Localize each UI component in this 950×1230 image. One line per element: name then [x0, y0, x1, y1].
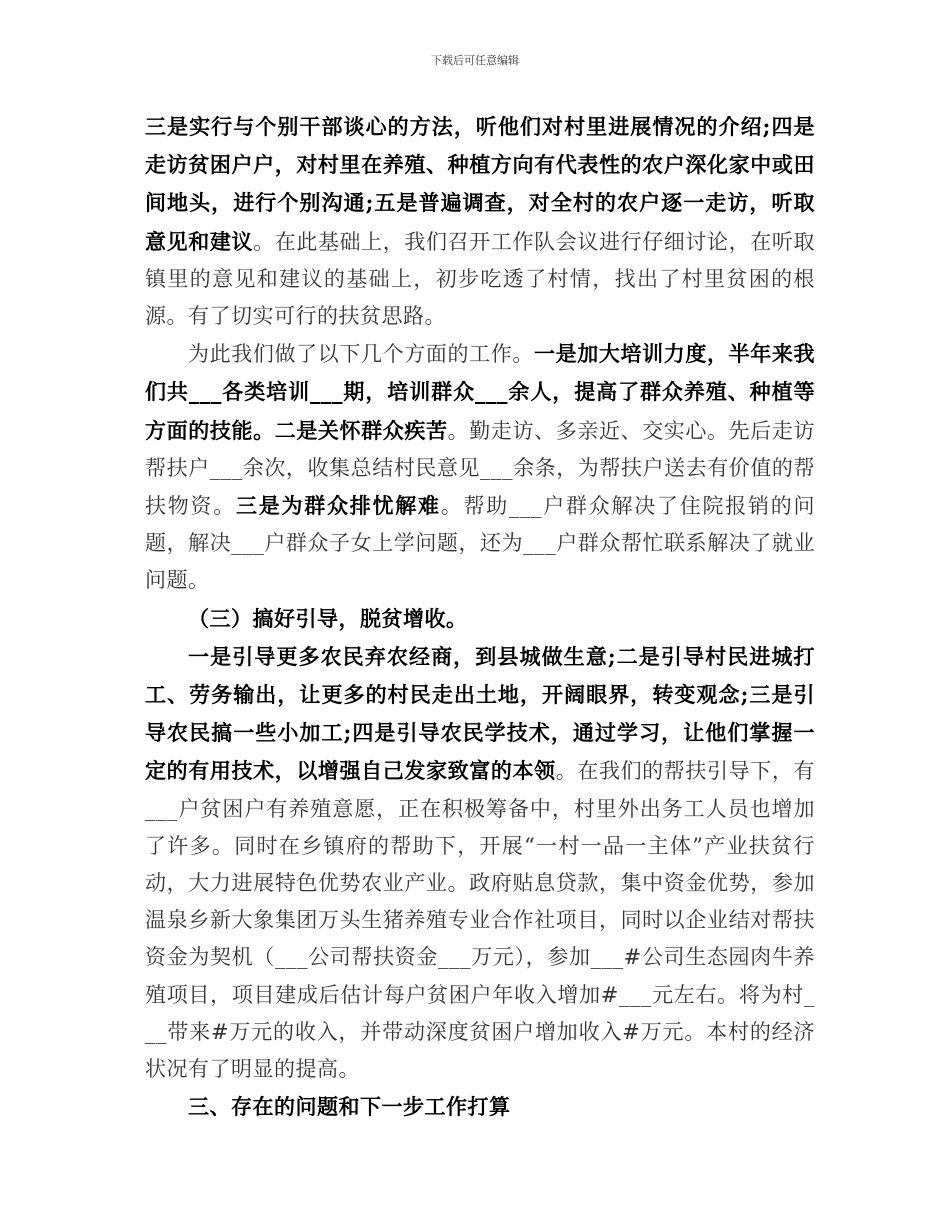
text-run-bold: 三是为群众排忧解难	[236, 493, 441, 519]
section-heading-problems	[145, 1088, 815, 1126]
text-run: 。勤走访、多亲近、交实心。先后走访帮扶户___余次，收集总结村民意见___余条，为帮扶户送去有价值的帮扶物资。	[145, 418, 816, 519]
text-run-bold: 三、存在的问题和下一步工作打算	[188, 1094, 511, 1120]
paragraph-investigation-methods	[145, 108, 815, 335]
text-run: 。在此基础上，我们召开工作队会议进行仔细讨论，在听取镇里的意见和建议的基础上，初步吃透了村情，找出了村里贫困的根源。有了切实可行的扶贫思路。	[145, 229, 816, 329]
paragraph-guidance-measures	[145, 638, 815, 1088]
text-run-bold: 三是实行与个别干部谈心的方法，听他们对村里进展情况的介绍;四是走访贫困户户，对村里在养殖、种植方向有代表性的农户深化家中或田间地头，进行个别沟通;五是普遍调查，对全村的农户逐一走访，听取意见和建议	[145, 114, 815, 254]
text-run-bold: 一是加大培训力度，半年来我们共___各类培训___期，培训群众___余人，提高了群众养殖、种植等方面的技能。二是关怀群众疾苦	[145, 341, 815, 443]
paragraph-work-done	[145, 335, 815, 599]
text-run-bold: （三）搞好引导，脱贫增收。	[188, 605, 468, 631]
text-run: 为此我们做了以下几个方面的工作。	[188, 342, 534, 367]
text-run: 。在我们的帮扶引导下，有___户贫困户有养殖意愿，正在积极筹备中，村里外出务工人员也增加了许多。同时在乡镇府的帮助下，开展“一村一品一主体”产业扶贫行动，大力进展特色优势农业产业。政府贴息贷款，集中资金优势，参加温泉乡新大象集团万头生猪养殖专业合作社项目，同时以企业结对帮扶资金为契机（___公司帮扶资金___万元），参加___#公司生态园肉牛养殖项目，项目建成后估计每户贫困户年收入增加#___元左右。将为村___带来#万元的收入，并带动深度贫困户增加收入#万元。本村的经济状况有了明显的提高。	[145, 759, 816, 1082]
text-run: 。帮助___户群众解决了住院报销的问题，解决___户群众子女上学问题，还为___户群众帮忙联系解决了就业问题。	[145, 494, 815, 593]
page-header: 下载后可任意编辑	[431, 54, 519, 67]
section-heading-guidance	[145, 600, 815, 638]
text-run-bold: 一是引导更多农民弃农经商，到县城做生意;二是引导村民进城打工、劳务输出，让更多的村民走出土地，开阔眼界，转变观念;三是引导农民搞一些小加工;四是引导农民学技术，通过学习，让他们掌握一定的有用技术，以增强自己发家致富的本领	[145, 643, 815, 784]
document-body	[145, 108, 815, 1126]
